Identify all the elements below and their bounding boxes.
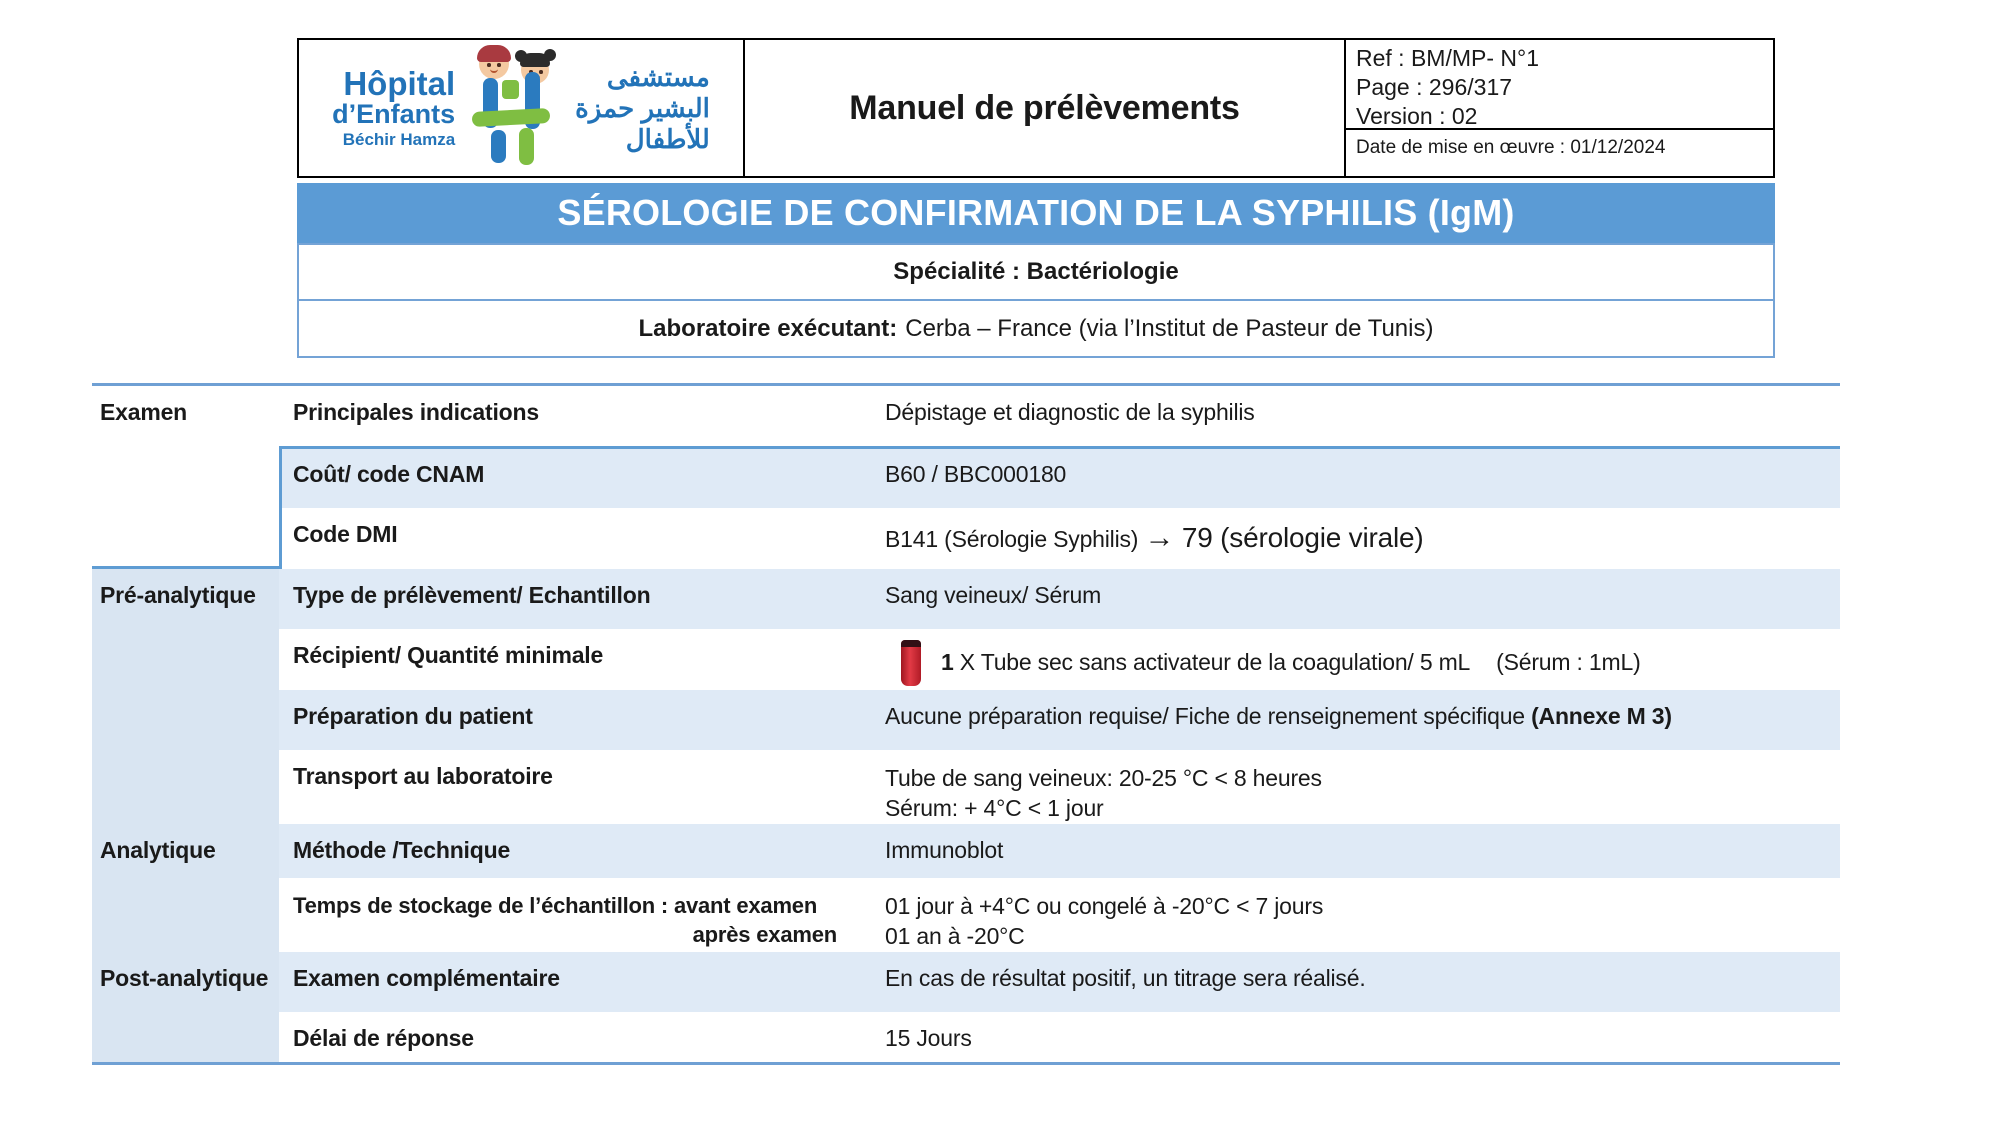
logo-arabic-line3: للأطفال [625, 123, 710, 154]
value-recipient-quantite: 1 X Tube sec sans activateur de la coagulation/ 5 mL (Sérum : 1mL) [865, 629, 1840, 690]
blood-tube-icon [901, 640, 921, 686]
logo-arabic-line1: مستشفى [606, 61, 710, 92]
reference-cell [1346, 40, 1773, 176]
label-examen-complementaire: Examen complémentaire [279, 952, 865, 1012]
section-post-analytique: Post-analytique [92, 952, 279, 1062]
value-code-dmi: B141 (Sérologie Syphilis) → 79 (sérologie virale) [865, 508, 1840, 569]
version-number: Version : 02 [1356, 103, 1478, 129]
label-preparation-patient: Préparation du patient [279, 690, 865, 750]
label-delai-reponse: Délai de réponse [279, 1012, 865, 1062]
label-type-prelevement: Type de prélèvement/ Echantillon [279, 569, 865, 629]
value-delai-reponse: 15 Jours [865, 1012, 1840, 1062]
label-cout-code-cnam: Coût/ code CNAM [279, 448, 865, 508]
laboratory-row [299, 301, 1773, 356]
reference-block [1346, 40, 1773, 130]
laboratory-label: Laboratoire exécutant: [638, 314, 898, 342]
section-analytique: Analytique [92, 824, 279, 952]
label-recipient-quantite: Récipient/ Quantité minimale [279, 629, 865, 690]
logo-arabic-line2: البشير حمزة [575, 92, 710, 123]
logo-french-text [332, 67, 455, 149]
implementation-date: Date de mise en œuvre : 01/12/2024 [1356, 137, 1666, 158]
ref-number: Ref : BM/MP- N°1 [1356, 45, 1540, 71]
logo-text-line1: Hôpital [343, 65, 456, 103]
right-arrow-icon: → [1144, 521, 1175, 554]
boy-icon [479, 49, 509, 79]
logo-text-line3: Béchir Hamza [342, 130, 456, 150]
hospital-logo [299, 40, 745, 176]
logo-arabic-text [575, 62, 710, 155]
section-pre-analytique: Pré-analytique [92, 569, 279, 824]
hospital-h-glyph-icon [467, 49, 563, 167]
page-number: Page : 296/317 [1356, 74, 1513, 100]
value-examen-complementaire: En cas de résultat positif, un titrage sera réalisé. [865, 952, 1840, 1012]
label-code-dmi: Code DMI [279, 508, 865, 569]
value-principales-indications: Dépistage et diagnostic de la syphilis [865, 386, 1840, 448]
document-title: Manuel de prélèvements [849, 88, 1240, 127]
label-temps-stockage: Temps de stockage de l’échantillon : avant examen après examen [279, 878, 865, 952]
value-type-prelevement: Sang veineux/ Sérum [865, 569, 1840, 629]
manual-title-cell [745, 40, 1346, 176]
label-principales-indications: Principales indications [279, 386, 865, 448]
speciality-row: Spécialité : Bactériologie [299, 245, 1773, 301]
laboratory-value: Cerba – France (via l’Institut de Pasteur de Tunis) [905, 314, 1434, 342]
value-transport-laboratoire: Tube de sang veineux: 20-25 °C < 8 heures Sérum: + 4°C < 1 jour [865, 750, 1840, 824]
section-examen: Examen [92, 386, 279, 569]
label-methode-technique: Méthode /Technique [279, 824, 865, 878]
value-methode-technique: Immunoblot [865, 824, 1840, 878]
logo-text-line2: d’Enfants [332, 98, 456, 129]
header [297, 38, 1775, 178]
analysis-title-banner: SÉROLOGIE DE CONFIRMATION DE LA SYPHILIS (IgM) [297, 183, 1775, 243]
label-transport-laboratoire: Transport au laboratoire [279, 750, 865, 824]
value-cout-code-cnam: B60 / BBC000180 [865, 448, 1840, 508]
value-preparation-patient: Aucune préparation requise/ Fiche de renseignement spécifique (Annexe M 3) [865, 690, 1840, 750]
exam-info-table [92, 383, 1840, 1065]
subheader-box [297, 243, 1775, 358]
value-temps-stockage: 01 jour à +4°C ou congelé à -20°C < 7 jours 01 an à -20°C [865, 878, 1840, 952]
